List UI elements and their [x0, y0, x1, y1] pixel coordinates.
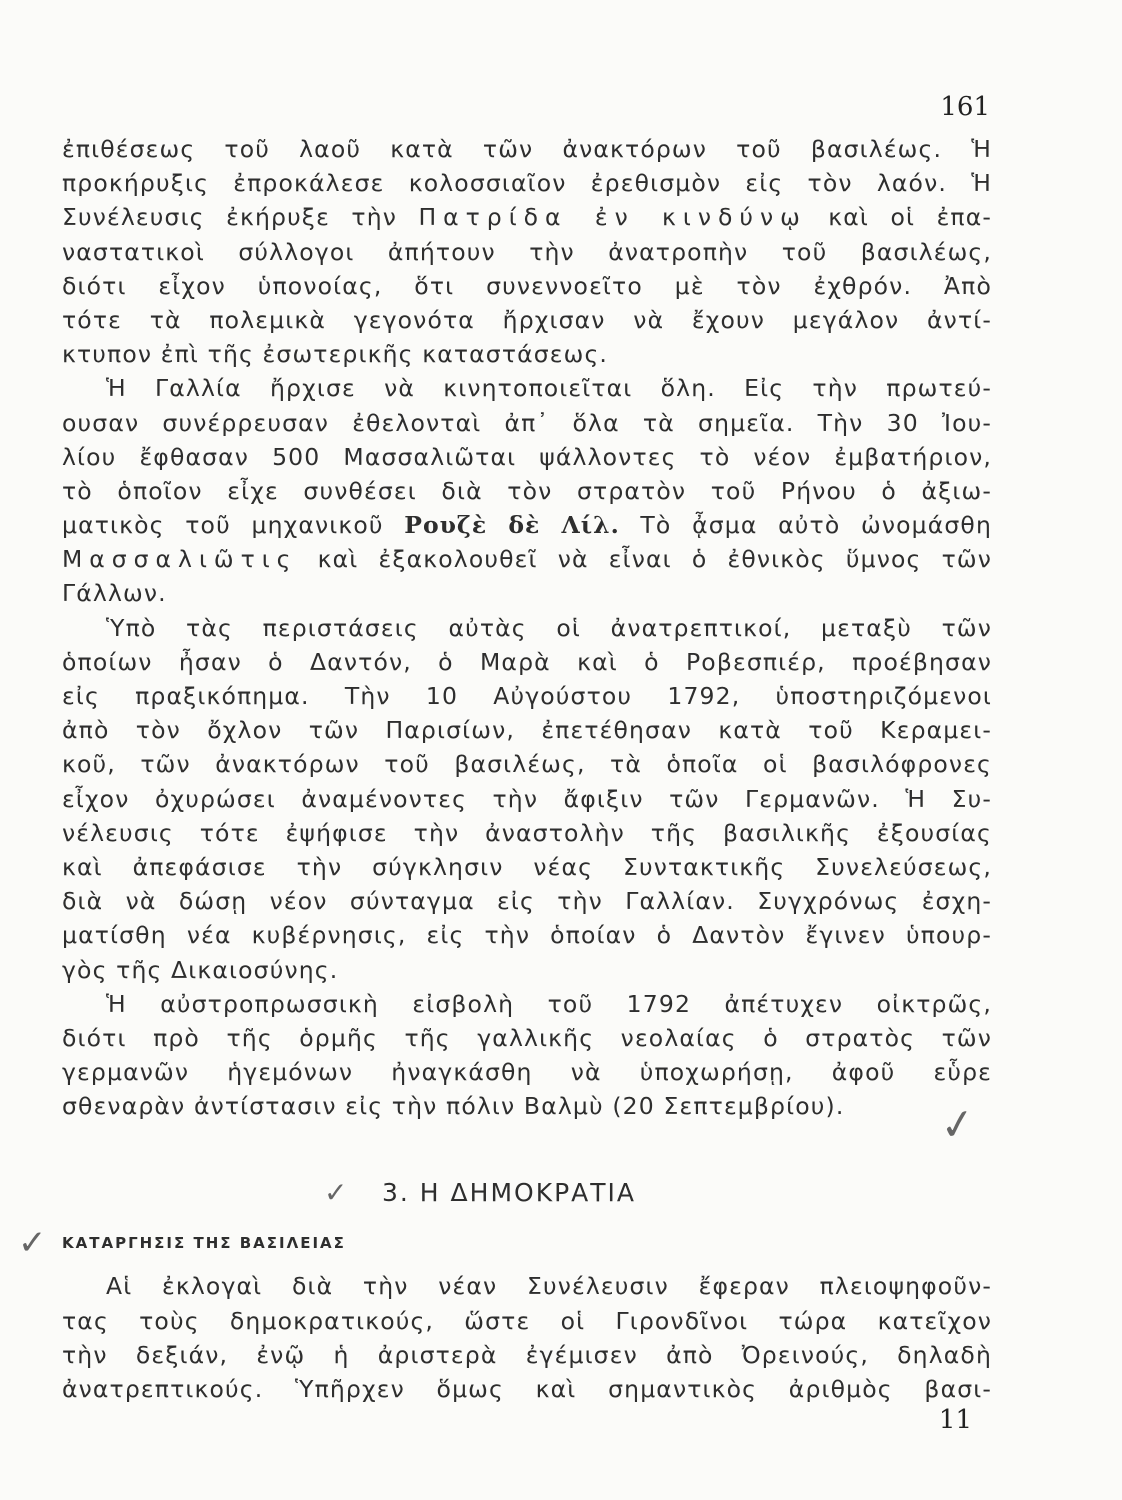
text-line: [62, 200, 992, 234]
text-line: ὁποίων ἦσαν ὁ Δαντόν, ὁ Μαρὰ καὶ ὁ Ροβεσπιέρ, προέβησαν: [62, 647, 992, 676]
check-mark-icon: ✓: [936, 1097, 979, 1152]
text-line: Ἡ αὐστροπρωσσικὴ εἰσβολὴ τοῦ 1792 ἀπέτυχεν οἰκτρῶς,: [106, 989, 992, 1018]
text-line: διότι εἶχον ὑπονοίας, ὅτι συνεννοεῖτο μὲ τὸν ἐχθρόν. Ἀπὸ: [62, 271, 992, 300]
text-line: τας τοὺς δημοκρατικούς, ὥστε οἱ Γιρονδῖνοι τώρα κατεῖχον: [62, 1306, 992, 1335]
check-mark-icon: ✓: [18, 1223, 49, 1264]
text-line: σθεναρὰν ἀντίστασιν εἰς τὴν πόλιν Βαλμὺ (20 Σεπτεμβρίου).: [62, 1092, 845, 1121]
section-heading-text: 3. Η ΔΗΜΟΚΡΑΤΙΑ: [382, 1178, 637, 1208]
text-line: καὶ ἀπεφάσισε τὴν σύγκλησιν νέας Συντακτικῆς Συνελεύσεως,: [62, 852, 992, 881]
text-line: γερμανῶν ἡγεμόνων ἠναγκάσθη νὰ ὑποχωρήσῃ, ἀφοῦ εὗρε: [62, 1058, 992, 1087]
text-line: ματίσθη νέα κυβέρνησις, εἰς τὴν ὁποίαν ὁ Δαντὸν ἔγινεν ὑπουρ-: [62, 921, 992, 950]
text-line: ἐπιθέσεως τοῦ λαοῦ κατὰ τῶν ἀνακτόρων τοῦ βασιλέως. Ἡ: [62, 135, 992, 163]
text-line: διότι πρὸ τῆς ὁρμῆς τῆς γαλλικῆς νεολαίας ὁ στρατὸς τῶν: [62, 1023, 992, 1052]
page-body: [18, 132, 992, 1406]
text-line: ἀπὸ τὸν ὄχλον τῶν Παρισίων, ἐπετέθησαν κατὰ τοῦ Κεραμει-: [62, 716, 992, 745]
text-line: ουσαν συνέρρευσαν ἐθελονταὶ ἀπ᾽ ὅλα τὰ σημεῖα. Τὴν 30 Ἰου-: [62, 408, 992, 437]
text-line: γὸς τῆς Δικαιοσύνης.: [62, 955, 339, 984]
section-subheading: [18, 1223, 992, 1264]
text-line: τὴν δεξιάν, ἐνῷ ἡ ἀριστερὰ ἐγέμισεν ἀπὸ Ὀρεινούς, δηλαδὴ: [62, 1340, 992, 1369]
emphasized-phrase: Μασσαλιῶτις: [62, 545, 298, 574]
text-line: διὰ νὰ δώσῃ νέον σύνταγμα εἰς τὴν Γαλλίαν. Συγχρόνως ἐσχη-: [62, 887, 992, 916]
text-fragment: ματικὸς τοῦ μηχανικοῦ: [62, 511, 384, 540]
section-subheading-text: ΚΑΤΑΡΓΗΣΙΣ ΤΗΣ ΒΑΣΙΛΕΙΑΣ: [62, 1234, 346, 1253]
text-line: Ὑπὸ τὰς περιστάσεις αὐτὰς οἱ ἀνατρεπτικοί, μεταξὺ τῶν: [106, 613, 992, 642]
text-fragment: καὶ ἐξακολουθεῖ νὰ εἶναι ὁ ἐθνικὸς ὕμνος τῶν: [317, 545, 992, 574]
text-line: ἀνατρεπτικούς. Ὑπῆρχεν ὅμως καὶ σημαντικὸς ἀριθμὸς βασι-: [62, 1375, 992, 1403]
check-mark-icon: ✓: [324, 1176, 350, 1210]
text-line: Ἡ Γαλλία ἤρχισε νὰ κινητοποιεῖται ὅλη. Εἰς τὴν πρωτεύ-: [106, 374, 992, 403]
text-line: προκήρυξις ἐπροκάλεσε κολοσσιαῖον ἐρεθισμὸν εἰς τὸν λαόν. Ἡ: [62, 169, 992, 198]
emphasized-name: Ρουζὲ δὲ Λίλ.: [404, 511, 620, 540]
page-number: 161: [940, 92, 990, 122]
text-line: κτυπον ἐπὶ τῆς ἐσωτερικῆς καταστάσεως.: [62, 340, 609, 369]
text-line: [62, 508, 992, 542]
signature-mark: 11: [938, 1405, 972, 1435]
emphasized-phrase: Πατρίδα ἐν κινδύνῳ: [418, 203, 807, 232]
text-fragment: Συνέλευσις ἐκήρυξε τὴν: [62, 203, 398, 232]
text-fragment: καὶ οἱ ἐπα-: [828, 203, 992, 232]
text-line: Αἱ ἐκλογαὶ διὰ τὴν νέαν Συνέλευσιν ἔφεραν πλειοψηφοῦν-: [106, 1272, 992, 1301]
text-line: τότε τὰ πολεμικὰ γεγονότα ἤρχισαν νὰ ἔχουν μεγάλον ἀντί-: [62, 305, 992, 334]
text-line: εἶχον ὀχυρώσει ἀναμένοντες τὴν ἄφιξιν τῶν Γερμανῶν. Ἡ Συ-: [62, 784, 992, 813]
text-line: Γάλλων.: [62, 579, 167, 608]
text-line: κοῦ, τῶν ἀνακτόρων τοῦ βασιλέως, τὰ ὁποῖα οἱ βασιλόφρονες: [62, 750, 992, 779]
text-line: ναστατικοὶ σύλλογοι ἀπήτουν τὴν ἀνατροπὴν τοῦ βασιλέως,: [62, 237, 992, 266]
text-line: νέλευσις τότε ἐψήφισε τὴν ἀναστολὴν τῆς βασιλικῆς ἐξουσίας: [62, 818, 992, 847]
text-line: [62, 542, 992, 576]
text-fragment: Τὸ ᾆσμα αὐτὸ ὠνομάσθη: [640, 511, 992, 540]
text-line: εἰς πραξικόπημα. Τὴν 10 Αὐγούστου 1792, ὑποστηριζόμενοι: [62, 682, 992, 710]
section-heading: [62, 1163, 992, 1223]
text-line: λίου ἔφθασαν 500 Μασσαλιῶται ψάλλοντες τὸ νέον ἐμβατήριον,: [62, 442, 992, 471]
text-line: τὸ ὁποῖον εἶχε συνθέσει διὰ τὸν στρατὸν τοῦ Ρήνου ὁ ἀξιω-: [62, 476, 992, 505]
